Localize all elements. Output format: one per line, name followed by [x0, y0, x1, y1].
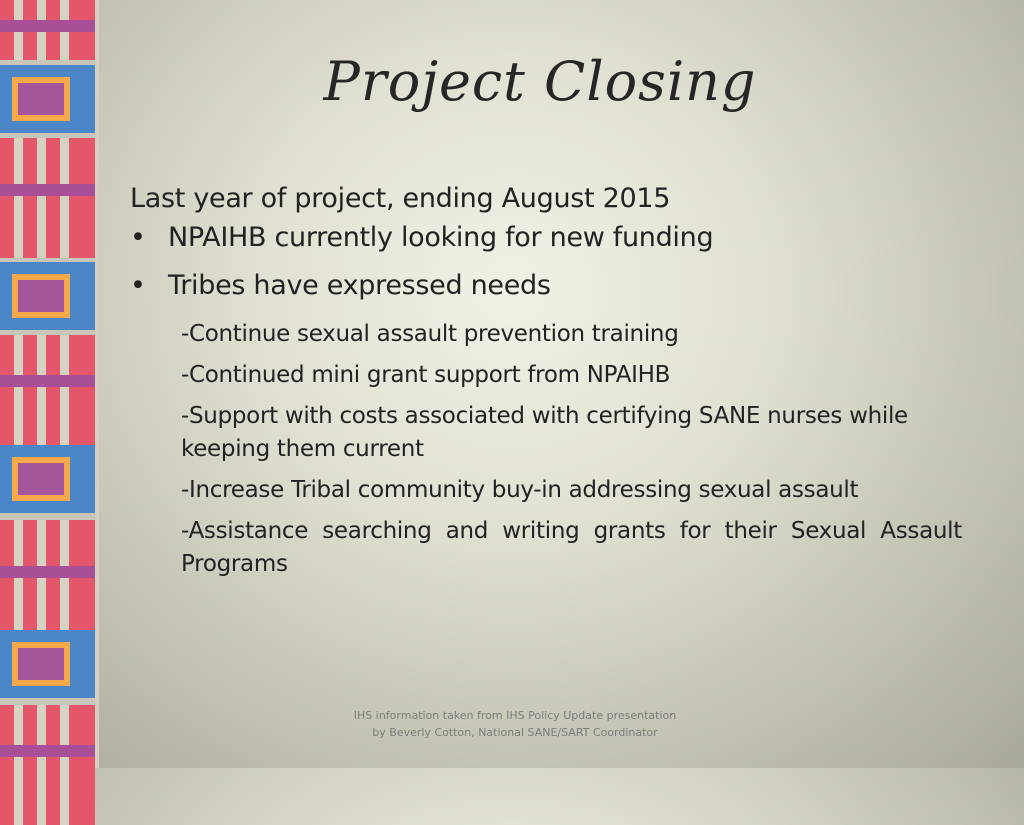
border-box-block: [0, 445, 95, 513]
border-box-block: [0, 262, 95, 330]
bullet-list: [130, 222, 962, 301]
bullet-glyph: •: [130, 270, 146, 301]
border-stripe-block: [0, 138, 95, 258]
border-stripe-block: [0, 0, 95, 60]
border-edge-strip: [95, 0, 99, 768]
slide-body: [130, 183, 962, 589]
border-box-block: [0, 65, 95, 133]
bullet-item: [130, 270, 962, 301]
need-item: -Continue sexual assault prevention training: [181, 321, 679, 347]
source-footnote: IHS information taken from IHS Policy Update presentation by Beverly Cotton, National SANE/SART Coordinator: [353, 709, 677, 739]
need-item: -Assistance searching and writing grants for their Sexual Assault Programs: [181, 518, 962, 577]
bullet-item: [130, 222, 962, 253]
decorative-left-border: [0, 0, 95, 768]
border-stripe-block: [0, 335, 95, 455]
bullet-text: Tribes have expressed needs: [168, 270, 551, 301]
lead-line: Last year of project, ending August 2015: [130, 183, 671, 214]
border-stripe-block: [0, 520, 95, 640]
bullet-glyph: •: [130, 222, 146, 253]
need-item: -Support with costs associated with certifying SANE nurses while keeping them current: [181, 403, 908, 462]
bullet-text: NPAIHB currently looking for new funding: [168, 222, 714, 253]
need-item: -Continued mini grant support from NPAIHB: [181, 362, 671, 388]
border-stripe-block: [0, 705, 95, 825]
border-box-block: [0, 630, 95, 698]
need-item: -Increase Tribal community buy-in addressing sexual assault: [181, 477, 859, 503]
slide-title: Project Closing: [323, 50, 757, 113]
needs-list: [181, 318, 962, 581]
